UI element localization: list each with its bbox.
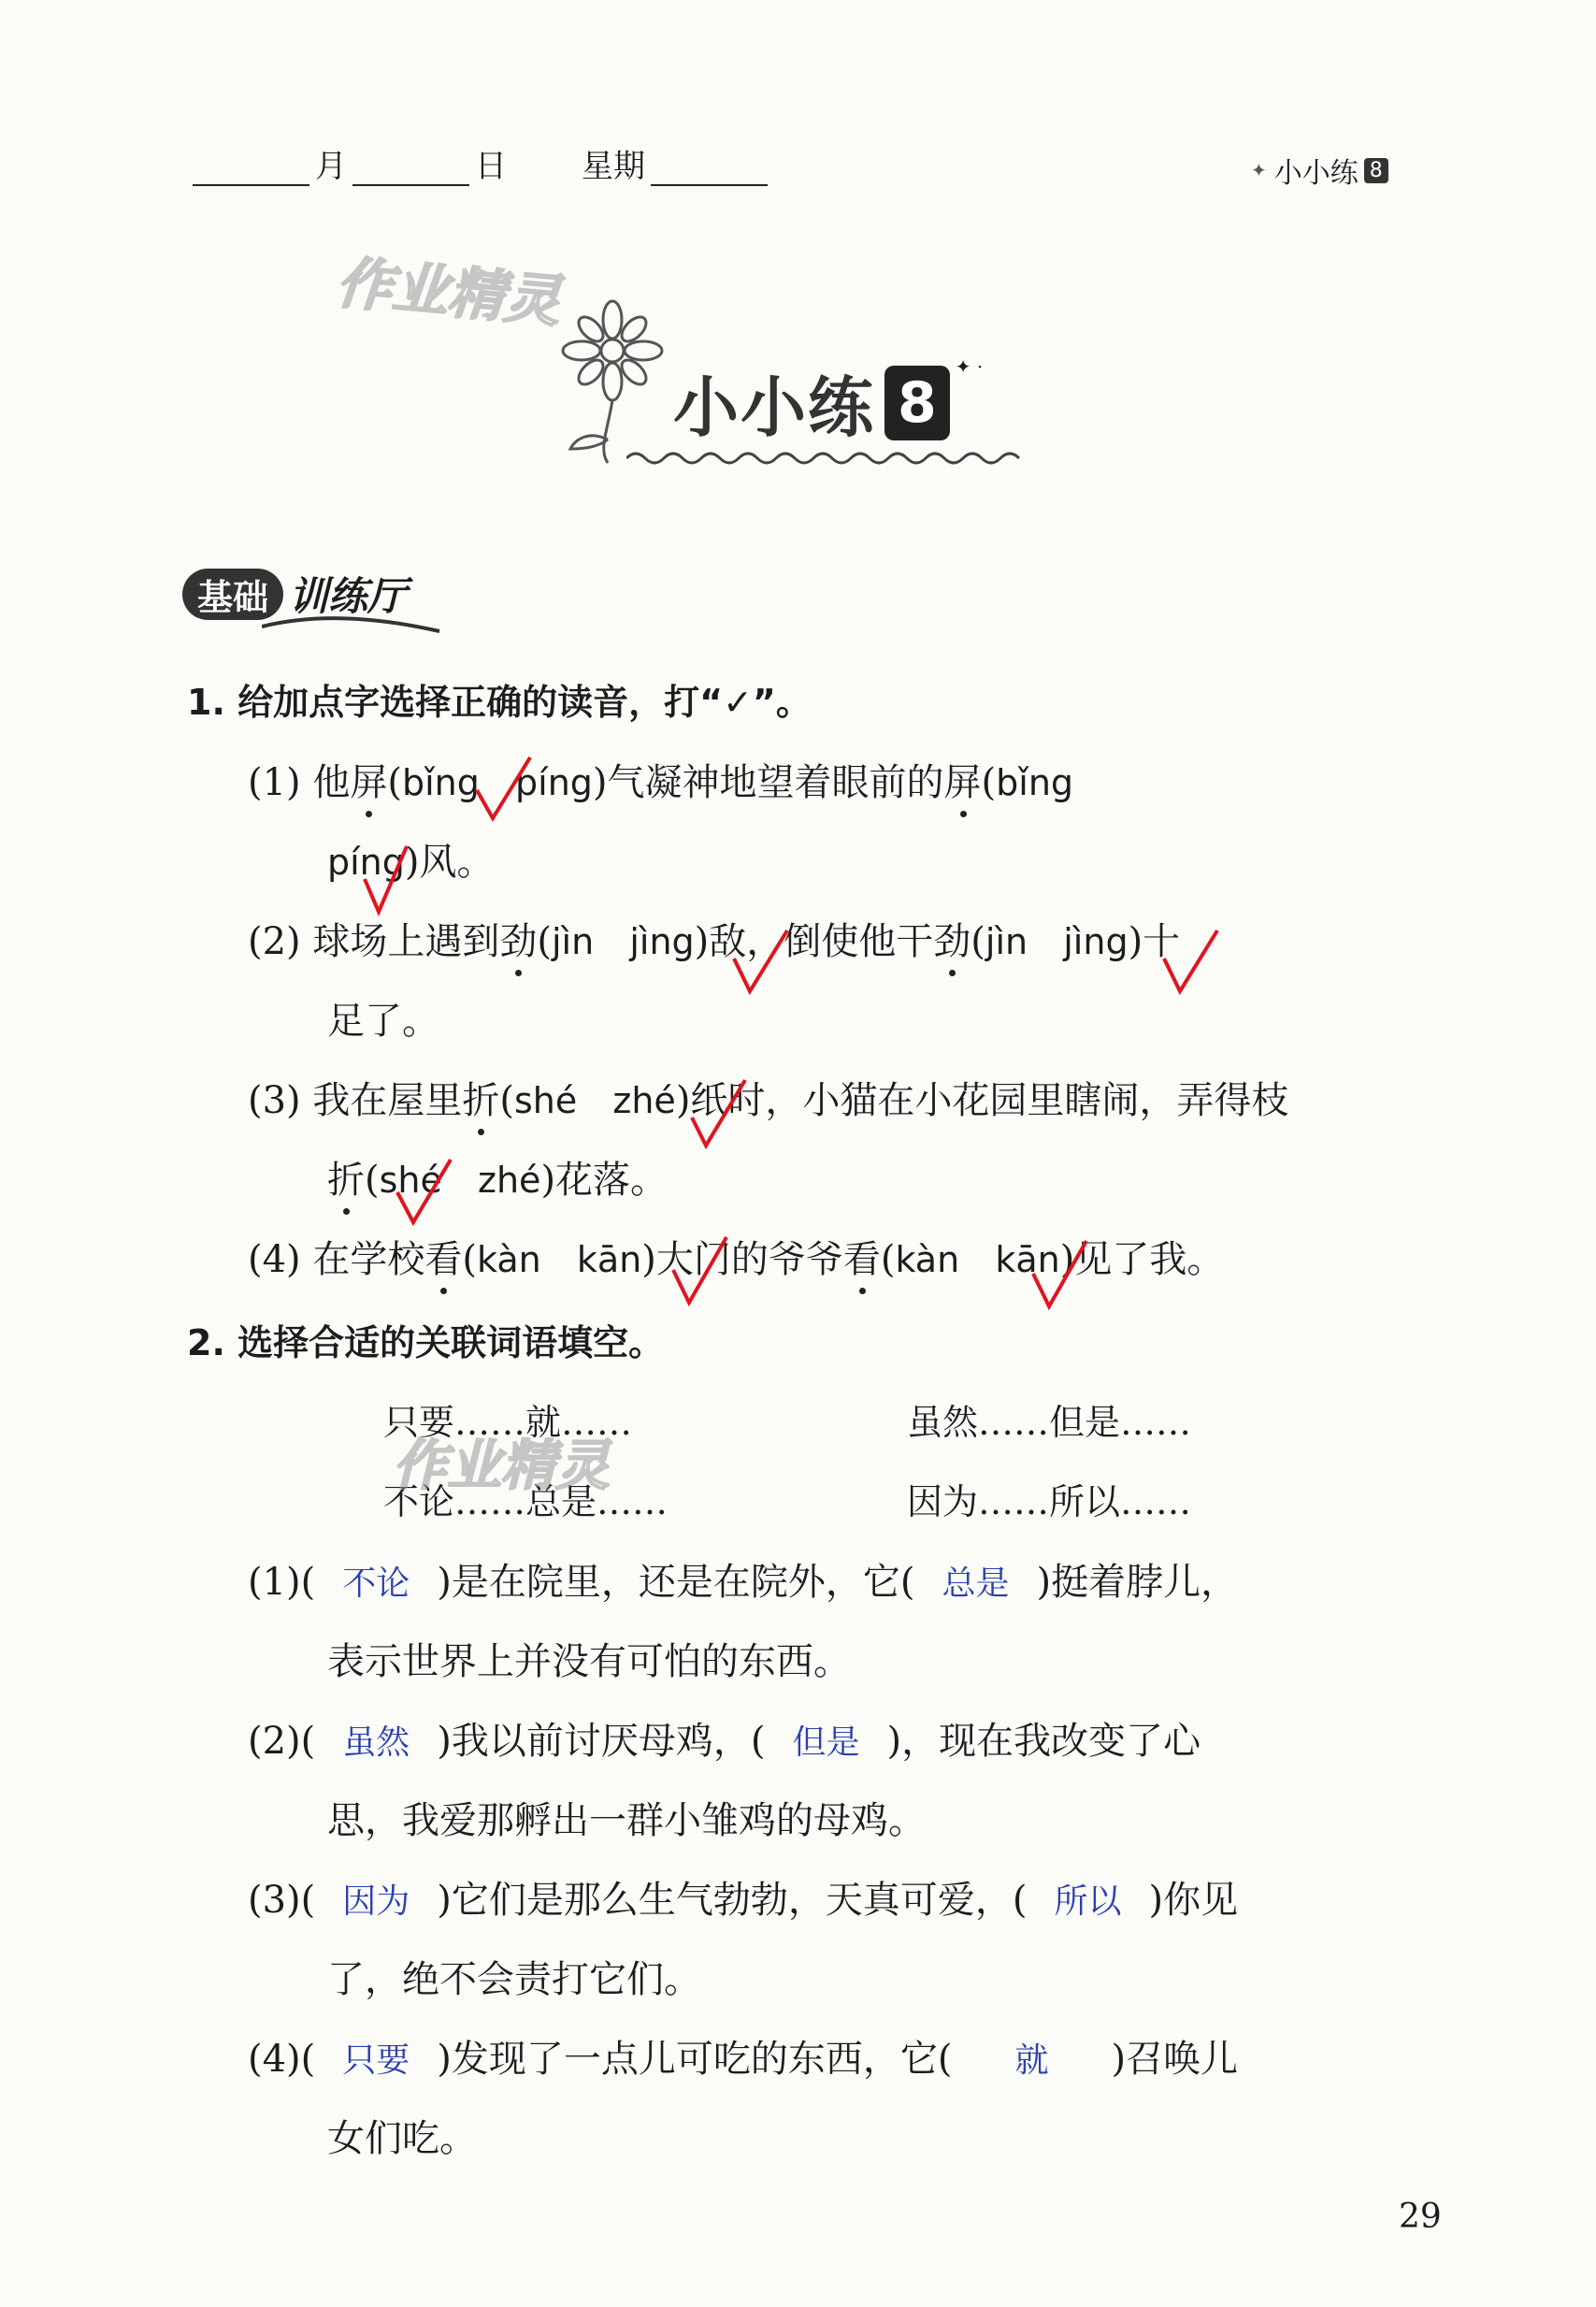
stars-icon: ✦ ·	[955, 355, 984, 378]
q2-item-1-line-2: 表示世界上并没有可怕的东西。	[327, 1640, 851, 1683]
q1-item-2-line-1: (2) 球场上遇到劲(jìn jìng)敌，倒使他干劲(jìn jìng)十	[248, 920, 1181, 963]
q1-prompt: 1. 给加点字选择正确的读音，打“✓”。	[187, 682, 812, 723]
option-1: 只要……就……	[383, 1402, 633, 1443]
answer-blank[interactable]: 因为	[342, 1882, 410, 1921]
day-label: 日	[475, 148, 507, 185]
q1-item-3-line-1: (3) 我在屋里折(shé zhé)纸时，小猫在小花园里瞎闹，弄得枝	[248, 1079, 1289, 1122]
q2-item-3-line-2: 了，绝不会责打它们。	[327, 1958, 701, 2001]
answer-blank[interactable]: 所以	[1054, 1882, 1122, 1921]
q1-item-4-line-1: (4) 在学校看(kàn kān)大门的爷爷看(kàn kān)见了我。	[248, 1238, 1225, 1281]
q2-item-4-line-2: 女们吃。	[327, 2117, 477, 2160]
wavy-underline	[626, 449, 1028, 468]
section-heading: 基础 训练厅	[182, 566, 407, 622]
corner-label: ✦ 小小练 8	[1251, 150, 1388, 191]
page-title: 小小练 8 ✦ ·	[673, 355, 984, 446]
day-blank[interactable]	[352, 182, 469, 186]
answer-blank[interactable]: 总是	[942, 1564, 1010, 1603]
answer-blank[interactable]: 就	[1014, 2041, 1049, 2080]
answer-blank[interactable]: 虽然	[342, 1723, 410, 1762]
q1-item-1-line-2: píng)风。	[327, 841, 495, 884]
check-mark-5	[687, 1075, 753, 1150]
page-number: 29	[1399, 2198, 1442, 2236]
weekday-blank[interactable]	[651, 182, 768, 186]
date-header	[187, 140, 773, 186]
check-mark-4	[1159, 926, 1225, 1001]
flower-icon	[542, 299, 673, 468]
option-2: 虽然……但是……	[907, 1402, 1192, 1443]
q2-prompt: 2. 选择合适的关联词语填空。	[187, 1322, 665, 1363]
watermark-mid: 作业精灵	[393, 1434, 611, 1497]
option-4: 因为……所以……	[907, 1481, 1192, 1522]
q2-item-1-line-1: (1)( 不论 )是在院里，还是在院外，它( 总是 )挺着脖儿，	[248, 1552, 1238, 1606]
q1-item-3-line-2: 折(shé zhé)花落。	[327, 1159, 669, 1202]
q2-item-2-line-2: 思，我爱那孵出一群小雏鸡的母鸡。	[327, 1799, 926, 1842]
check-mark-1	[472, 753, 538, 828]
check-mark-7	[669, 1233, 734, 1307]
q2-item-4-line-1: (4)( 只要 )发现了一点儿可吃的东西，它( 就 )召唤儿	[248, 2029, 1238, 2083]
weekday-label: 星期	[582, 148, 645, 185]
swoosh-decoration	[262, 608, 449, 636]
check-mark-3	[729, 926, 795, 1001]
star-icon: ✦	[1251, 159, 1267, 181]
check-mark-2	[360, 842, 416, 916]
q2-item-3-line-1: (3)( 因为 )它们是那么生气勃勃，天真可爱，( 所以 )你见	[248, 1870, 1238, 1924]
q1-item-2-line-2: 足了。	[327, 1000, 439, 1043]
q1-item-1-line-1: (1) 他屏(bǐng píng)气凝神地望着眼前的屏(bǐng	[248, 761, 1074, 804]
answer-blank[interactable]: 不论	[342, 1564, 410, 1603]
check-mark-8	[1028, 1236, 1094, 1311]
month-label: 月	[315, 148, 347, 185]
watermark-top: 作业精灵	[333, 250, 564, 336]
month-blank[interactable]	[193, 182, 309, 186]
option-3: 不论……总是……	[383, 1481, 669, 1522]
q2-item-2-line-1: (2)( 虽然 )我以前讨厌母鸡，( 但是 )，现在我改变了心	[248, 1711, 1201, 1765]
answer-blank[interactable]: 只要	[342, 2041, 410, 2080]
check-mark-6	[393, 1155, 458, 1230]
answer-blank[interactable]: 但是	[792, 1723, 860, 1762]
